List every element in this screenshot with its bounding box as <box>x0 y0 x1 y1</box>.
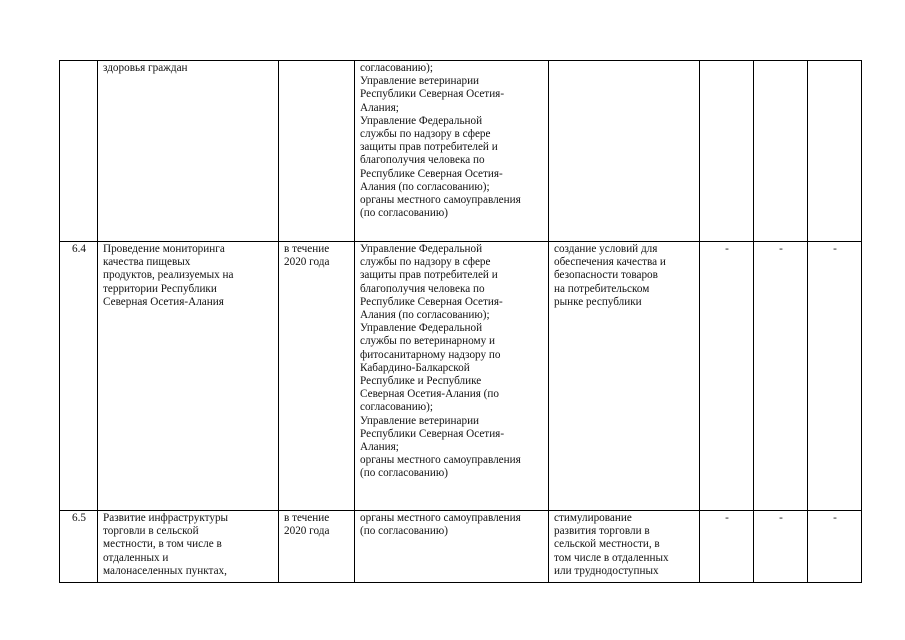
executors-cell: органы местного самоуправления (по согласованию) <box>355 511 549 583</box>
table-row <box>60 242 862 511</box>
indicator-cell-1: - <box>700 242 754 511</box>
period-cell: в течение 2020 года <box>279 511 355 583</box>
table-row <box>60 511 862 583</box>
executors-cell: согласованию); Управление ветеринарии Республики Северная Осетия- Алания; Управление Федеральной службы по надзору в сфере защиты прав потребителей и благополучия человека по Республике Северная Осетия- Алания (по согласованию); органы местного самоуправления (по согласованию) <box>355 61 549 242</box>
indicator-cell-1 <box>700 61 754 242</box>
indicator-cell-2: - <box>754 242 808 511</box>
executors-cell: Управление Федеральной службы по надзору в сфере защиты прав потребителей и благополучия человека по Республике Северная Осетия- Алания (по согласованию); Управление Федеральной службы по ветеринарному и фитосанитарному надзору по Кабардино-Балкарской Республике и Республике Северная Осетия-Алания (по согласованию); Управление ветеринарии Республики Северная Осетия- Алания; органы местного самоуправления (по согласованию) <box>355 242 549 511</box>
row-number: 6.4 <box>60 242 98 511</box>
row-number <box>60 61 98 242</box>
indicator-cell-1: - <box>700 511 754 583</box>
period-cell <box>279 61 355 242</box>
table-row <box>60 61 862 242</box>
activity-plan-table <box>59 60 862 583</box>
activity-name: Проведение мониторинга качества пищевых продуктов, реализуемых на территории Республики Северная Осетия-Алания <box>98 242 279 511</box>
indicator-cell-3: - <box>808 242 862 511</box>
indicator-cell-2: - <box>754 511 808 583</box>
period-cell: в течение 2020 года <box>279 242 355 511</box>
indicator-cell-2 <box>754 61 808 242</box>
result-cell <box>549 61 700 242</box>
indicator-cell-3 <box>808 61 862 242</box>
indicator-cell-3: - <box>808 511 862 583</box>
row-number: 6.5 <box>60 511 98 583</box>
activity-name: Развитие инфраструктуры торговли в сельской местности, в том числе в отдаленных и малонаселенных пунктах, <box>98 511 279 583</box>
result-cell: стимулирование развития торговли в сельской местности, в том числе в отдаленных или труднодоступных <box>549 511 700 583</box>
result-cell: создание условий для обеспечения качества и безопасности товаров на потребительском рынке республики <box>549 242 700 511</box>
activity-name: здоровья граждан <box>98 61 279 242</box>
